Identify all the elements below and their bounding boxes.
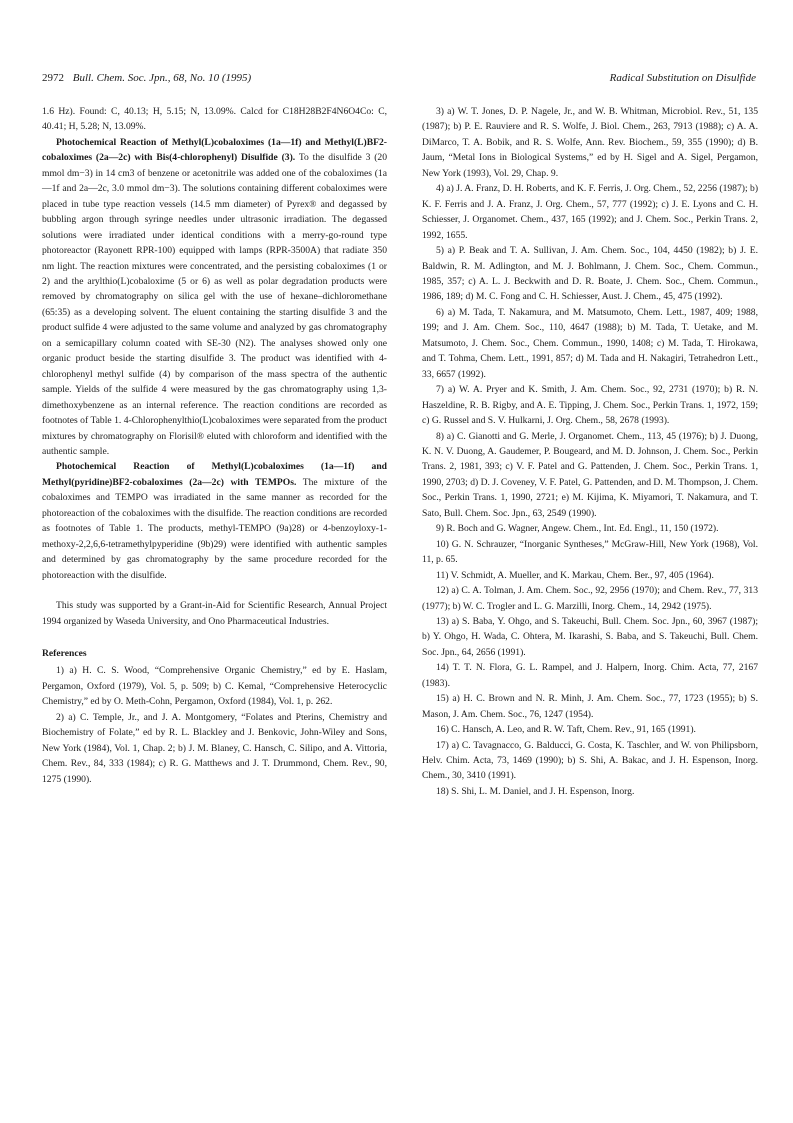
reference-item: 6) a) M. Tada, T. Nakamura, and M. Matsumoto, Chem. Lett., 1987, 409; 1988, 199; and J. Am. Chem. Soc., 110, 4647 (1988); b) M. Tada, T. Uetake, and M. Matsumoto, J. Chem. Soc., Chem. Commun., 1990, 1408; c) M. Tada, T. Hirokawa, and T. Tohma, Chem. Lett., 1991, 857; d) M. Tada and H. Nakagiri, Tetrahedron Lett., 33, 6657 (1992). [422,306,758,380]
reference-item: 3) a) W. T. Jones, D. P. Nagele, Jr., and W. B. Whitman, Microbiol. Rev., 51, 135 (1987); b) P. E. Rauviere and R. S. Wolfe, J. Biol. Chem., 263, 7913 (1988); c) A. A. DiMarco, T. A. Bobik, and R. S. Wolfe, Ann. Rev. Biochem., 59, 355 (1990); d) B. Jaum, “Metal Ions in Biological Systems,” ed by H. Sigel and A. Sigel, Pergamon, New York (1993), Vol. 29, Chap. 9. [422,106,758,179]
section-heading: Photochemical Reaction of Methyl(L)cobaloximes (1a—1f) and Methyl(L)BF2-cobaloximes (2a—2c) with Bis(4-chlorophenyl) Disulfide (3). [42,136,387,164]
reference-item: 5) a) P. Beak and T. A. Sullivan, J. Am. Chem. Soc., 104, 4450 (1982); b) J. E. Baldwin, R. M. Adlington, and M. J. Bohlmann, J. Chem. Soc., Chem. Commun., 1985, 357; c) A. L. J. Beckwith and D. R. Boate, J. Chem. Soc., Chem. Commun., 1986, 189; d) M. C. Fong and C. H. Schiesser, Aust. J. Chem., 45, 475 (1992). [422,245,758,303]
acknowledgment: This study was supported by a Grant-in-Aid for Scientific Research, Annual Project 1994 organized by Waseda University, and Ono Pharmaceutical Industries. [42,600,387,627]
reference-item: 1) a) H. C. S. Wood, “Comprehensive Organic Chemistry,” ed by E. Haslam, Pergamon, Oxford (1979), Vol. 5, p. 509; b) C. Kemal, “Comprehensive Heterocyclic Chemistry,” ed by O. Meth-Cohn, Pergamon, Oxford (1984), Vol. 1, p. 262. [42,665,387,708]
reference-item: 7) a) W. A. Pryer and K. Smith, J. Am. Chem. Soc., 92, 2731 (1970); b) R. N. Haszeldine, R. B. Rigby, and A. E. Tipping, J. Chem. Soc., Perkin Trans. 1, 1972, 159; c) G. Russel and S. V. Hulkarni, J. Org. Chem., 58, 2678 (1993). [422,384,758,427]
reference-item: 10) G. N. Schrauzer, “Inorganic Syntheses,” McGraw-Hill, New York (1968), Vol. 11, p. 65. [422,538,758,566]
section-photochem-disulfide [42,135,387,460]
journal-citation: Bull. Chem. Soc. Jpn., 68, No. 10 (1995) [72,72,252,84]
reference-item: 11) V. Schmidt, A. Mueller, and K. Markau, Chem. Ber., 97, 405 (1964). [436,569,714,581]
running-title: Radical Substitution on Disulfide [609,72,756,84]
references-heading: References [42,647,87,659]
analysis-data: 1.6 Hz). Found: C, 40.13; H, 5.15; N, 13.09%. Calcd for C18H28B2F4N6O4Co: C, 40.41; H, 5.28; N, 13.09%. [42,106,387,133]
section-heading: Photochemical Reaction of Methyl(L)cobaloximes (1a—1f) and Methyl(pyridine)BF2-cobaloximes (2a—2c) with TEMPOs. [42,461,387,488]
reference-item: 16) C. Hansch, A. Leo, and R. W. Taft, Chem. Rev., 91, 165 (1991). [436,724,696,736]
section-body: To the disulfide 3 (20 mmol dm−3) in 14 cm3 of benzene or acetonitrile was added one of the cobaloximes (1a—1f and 2a—2c, 3.0 mmol dm−3). The solutions containing different cobaloximes were placed in tube type reaction vessels (14.5 mm diameter) of Pyrex® and degassed by bubbling argon through syringe needles under ultrasonic irradiation. The degassed solutions were irradiated under identical conditions with a merry-go-round type photoreactor (Rayonett RPR-100) equipped with lamps (RPR-3500A) that radiate 350 nm light. The reaction mixtures were concentrated, and the persisting cobaloximes (1 or 2) and the arylthio(L)cobaloxime (5 or 6) as well as polar degradation products were removed by chromatography on silica gel with the use of hexane–dichloromethane (65:35) as a developing solvent. The eluent containing the starting disulfide 3 and the product sulfide 4 were adjusted to the same volume and analyzed by gas chromatography on a semicapillary column coated with SE-30 (N2). The analyses showed only one organic product beside the starting disulfide 3. The product was identified with 4-chlorophenyl methyl sulfide (4) by comparison of the mass spectra of the authentic sample. Yields of the sulfide 4 were measured by the gas chromatography using 1,3-dimethoxybenzene as an internal reference. The reaction conditions are recorded as footnotes of Table 1. 4-Chlorophenylthio(L)cobaloximes were separated from the product mixtures by chromatography on Florisil® eluted with chloroform and identified with the authentic sample. [42,152,387,457]
reference-item: 18) S. Shi, L. M. Daniel, and J. H. Espenson, Inorg. [436,785,635,797]
reference-item: 12) a) C. A. Tolman, J. Am. Chem. Soc., 92, 2956 (1970); and Chem. Rev., 77, 313 (1977); b) W. C. Trogler and L. G. Marzilli, Inorg. Chem., 14, 2942 (1975). [422,585,758,612]
reference-item: 8) a) C. Gianotti and G. Merle, J. Organomet. Chem., 113, 45 (1976); b) J. Duong, K. N. V. Duong, A. Gaudemer, P. Bougeard, and M. D. Johnson, J. Chem. Soc., Perkin Trans. 2, 1981, 393; c) V. F. Patel and G. Pattenden, J. Chem. Soc., Perkin Trans. 1, 1990, 2703; d) D. J. Coveney, V. F. Patel, G. Pattenden, and D. M. Thompson, J. Chem. Soc., Perkin Trans. 1, 1990, 2721; e) M. Kijima, K. Miyamori, T. Nakamura, and T. Sato, Bull. Chem. Soc. Jpn., 63, 2549 (1990). [422,430,758,519]
reference-item: 15) a) H. C. Brown and N. R. Minh, J. Am. Chem. Soc., 77, 1723 (1955); b) S. Mason, J. Am. Chem. Soc., 76, 1247 (1954). [422,693,758,720]
reference-item: 4) a) J. A. Franz, D. H. Roberts, and K. F. Ferris, J. Org. Chem., 52, 2256 (1987); b) K. F. Ferris and J. A. Franz, J. Org. Chem., 57, 777 (1992); c) J. E. Lyons and C. H. Schiesser, J. Organomet. Chem., 437, 165 (1992); and J. Chem. Soc., Perkin Trans. 2, 1992, 1655. [422,183,759,241]
reference-item: 9) R. Boch and G. Wagner, Angew. Chem., Int. Ed. Engl., 11, 150 (1972). [436,523,719,535]
reference-item: 2) a) C. Temple, Jr., and J. A. Montgomery, “Folates and Pterins, Chemistry and Biochemistry of Folate,” ed by R. L. Blackley and J. Benkovic, John-Wiley and Sons, New York (1984), Vol. 1, Chap. 2; b) J. M. Blaney, C. Hansch, C. Silipo, and A. Vittoria, Chem. Rev., 84, 333 (1984); c) R. G. Matthews and J. T. Drummond, Chem. Rev., 90, 1275 (1990). [42,711,387,785]
section-photochem-tempo [42,459,387,583]
journal-header [42,70,251,86]
section-body: The mixture of the cobaloximes and TEMPO was irradiated in the same manner as recorded for the photoreaction of the cobaloximes with the disulfide. The reaction conditions are recorded as footnotes of Table 1. The products, methyl-TEMPO (9a)28) or 4-benzoyloxy-1-methoxy-2,2,6,6-tetramethylpyperidine (9b)29) were identified with authentic samples and determined by gas chromatography by the same procedure recorded for the photoreaction with the disulfide. [42,476,387,581]
left-column [42,104,387,787]
reference-item: 17) a) C. Tavagnacco, G. Balducci, G. Costa, K. Taschler, and W. von Philipsborn, Helv. Chim. Acta, 73, 1469 (1990); b) S. Shi, A. Bakac, and J. H. Espenson, Inorg. Chem., 30, 3410 (1991). [422,739,758,782]
page-number: 2972 [42,72,64,84]
page-header [42,70,756,86]
reference-item: 13) a) S. Baba, Y. Ohgo, and S. Takeuchi, Bull. Chem. Soc. Jpn., 60, 3967 (1987); b) Y. Ohgo, H. Wada, C. Ohtera, M. Ikarashi, S. Baba, and S. Takeuchi, Bull. Chem. Soc. Jpn., 64, 2656 (1991). [422,615,758,658]
right-column [422,104,758,799]
reference-item: 14) T. T. N. Flora, G. L. Rampel, and J. Halpern, Inorg. Chim. Acta, 77, 2167 (1983). [422,662,758,689]
